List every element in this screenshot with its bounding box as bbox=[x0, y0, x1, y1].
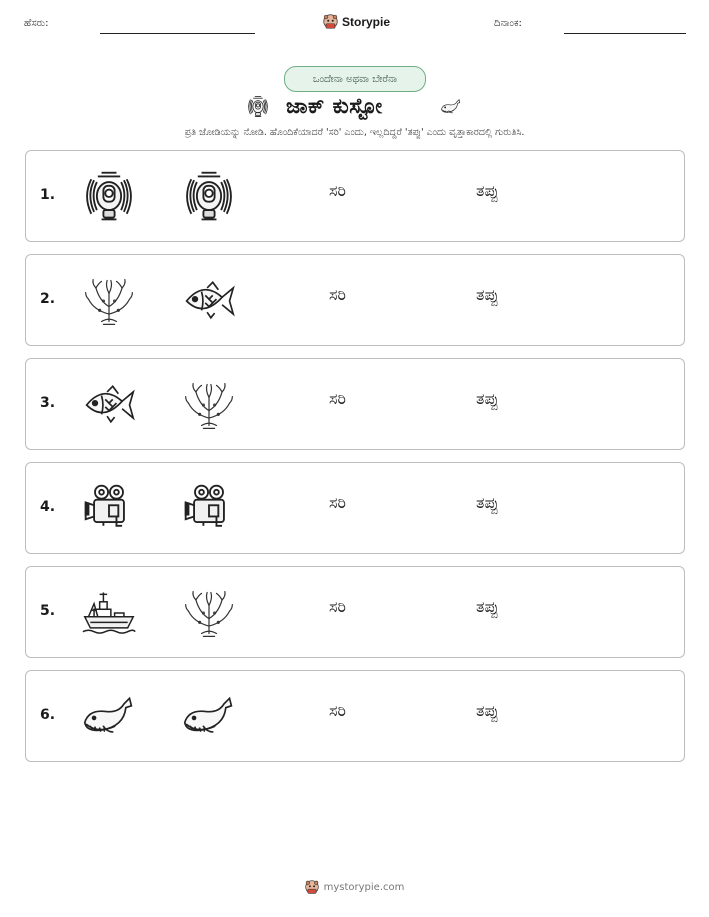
question-number: 3. bbox=[40, 395, 56, 411]
whale-icon bbox=[181, 689, 237, 745]
instructions: ಪ್ರತಿ ಜೋಡಿಯನ್ನು ನೋಡಿ. ಹೊಂದಿಕೆಯಾದರೆ 'ಸರಿ' ಎಂದು, ಇಲ್ಲದಿದ್ದರೆ 'ತಪ್ಪು' ಎಂದು ವೃತ್ತಾಕಾರದಲ್ಲಿ ಗುರುತಿಸಿ. bbox=[184, 127, 525, 138]
answer-wrong[interactable]: ತಪ್ಪು bbox=[476, 285, 499, 304]
answer-wrong[interactable]: ತಪ್ಪು bbox=[476, 181, 499, 200]
worksheet-title: ಜಾಕ್ ಕುಸ್ಟೋ bbox=[286, 94, 383, 118]
answer-wrong[interactable]: ತಪ್ಪು bbox=[476, 597, 499, 616]
answer-wrong[interactable]: ತಪ್ಪು bbox=[476, 701, 499, 720]
coral-icon bbox=[181, 585, 237, 641]
question-row bbox=[25, 358, 685, 450]
footer-site: mystorypie.com bbox=[323, 881, 405, 893]
question-number: 2. bbox=[40, 291, 56, 307]
answer-correct[interactable]: ಸರಿ bbox=[329, 181, 346, 200]
film-camera-icon bbox=[181, 481, 237, 537]
coral-icon bbox=[81, 273, 137, 329]
question-number: 6. bbox=[40, 707, 56, 723]
name-label: ಹೆಸರು: bbox=[24, 18, 49, 29]
question-number: 5. bbox=[40, 603, 56, 619]
worksheet-type-tag: ಒಂದೇನಾ ಅಥವಾ ಬೇರೆನಾ bbox=[284, 66, 426, 92]
answer-correct[interactable]: ಸರಿ bbox=[329, 597, 346, 616]
name-field-line[interactable] bbox=[100, 33, 255, 34]
date-field-line[interactable] bbox=[564, 33, 686, 34]
question-row bbox=[25, 462, 685, 554]
question-row bbox=[25, 566, 685, 658]
whale-icon bbox=[81, 689, 137, 745]
storypie-mascot-icon bbox=[305, 880, 319, 894]
ship-icon bbox=[81, 585, 137, 641]
storypie-logo bbox=[323, 14, 390, 29]
date-label: ದಿನಾಂಕ: bbox=[494, 18, 522, 29]
question-row bbox=[25, 670, 685, 762]
question-row bbox=[25, 150, 685, 242]
question-row bbox=[25, 254, 685, 346]
diving-helmet-icon bbox=[81, 169, 137, 225]
answer-wrong[interactable]: ತಪ್ಪು bbox=[476, 389, 499, 408]
coral-icon bbox=[181, 377, 237, 433]
answer-correct[interactable]: ಸರಿ bbox=[329, 285, 346, 304]
answer-correct[interactable]: ಸರಿ bbox=[329, 389, 346, 408]
title-row bbox=[0, 92, 709, 124]
diving-helmet-icon bbox=[181, 169, 237, 225]
question-list bbox=[25, 150, 685, 774]
answer-correct[interactable]: ಸರಿ bbox=[329, 701, 346, 720]
diving-helmet-icon bbox=[246, 94, 270, 120]
film-camera-icon bbox=[81, 481, 137, 537]
answer-correct[interactable]: ಸರಿ bbox=[329, 493, 346, 512]
fish-icon bbox=[181, 273, 237, 329]
whale-icon bbox=[435, 96, 467, 118]
answer-wrong[interactable]: ತಪ್ಪು bbox=[476, 493, 499, 512]
question-number: 1. bbox=[40, 187, 56, 203]
storypie-mascot-icon bbox=[323, 14, 338, 29]
worksheet-header bbox=[0, 14, 709, 38]
footer bbox=[0, 880, 709, 894]
fish-icon bbox=[81, 377, 137, 433]
brand-name: Storypie bbox=[342, 14, 391, 29]
question-number: 4. bbox=[40, 499, 56, 515]
